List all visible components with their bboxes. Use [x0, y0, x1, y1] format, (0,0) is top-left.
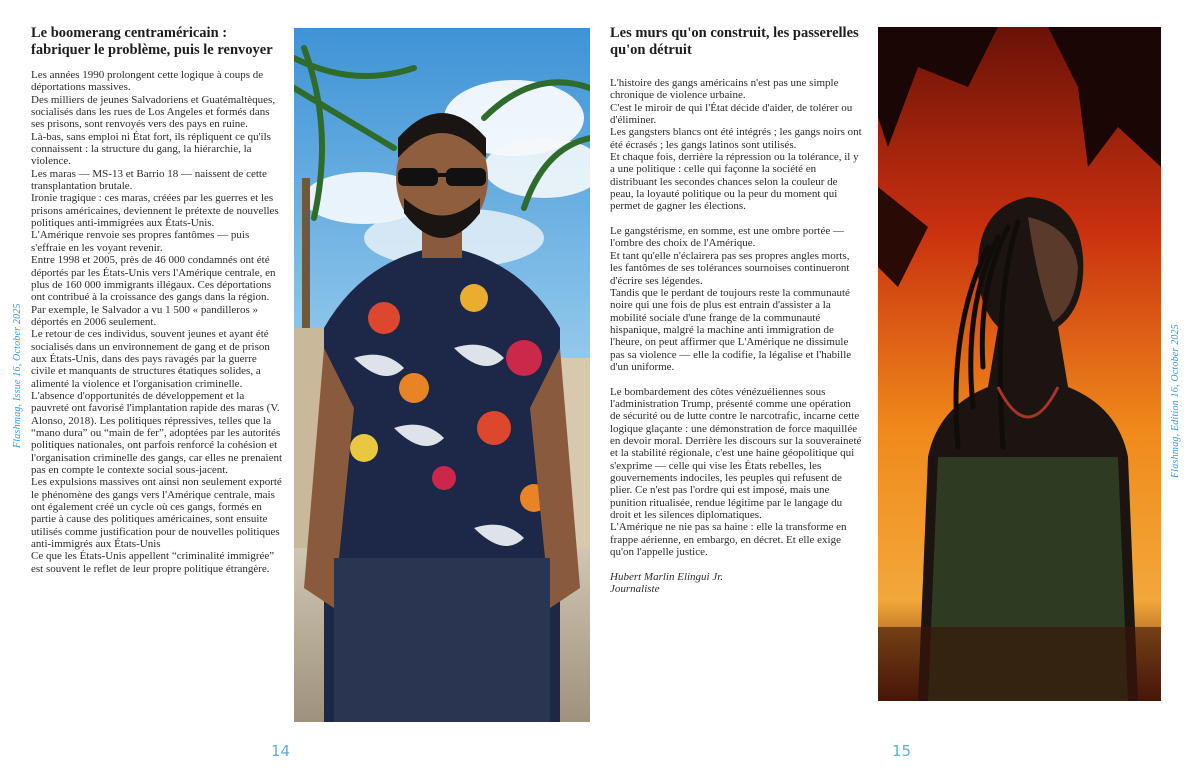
- paragraph: Ironie tragique : ces maras, créées par les guerres et les prisons américaines, deviennent le prétexte de nouvelles politiques anti-immigrées aux États-Unis.: [31, 192, 279, 230]
- paragraph: Le bombardement des côtes vénézuéliennes sous l'administration Trump, présenté comme une opération de sécurité ou de lutte contre le narcotrafic, incarne cette logique glaçante : une démonstration de force maquillée en devoir moral. Derrière les discours sur la souveraineté et la stabilité régionale, c'est une haine géopolitique qui s'exprime — celle qui vise les États rebelles, les gouvernements indociles, les peuples qui refusent de plier. Ce n'est pas l'ordre qui est imposé, mais une punition ritualisée, rendue légitime par le langage du droit et les silences diplomatiques.: [610, 385, 862, 522]
- paragraph: Les maras — MS-13 et Barrio 18 — naissent de cette transplantation brutale.: [31, 167, 267, 193]
- paragraph: Les années 1990 prolongent cette logique à coups de déportations massives.: [31, 69, 264, 94]
- paragraph: L'Amérique renvoie ses propres fantômes — puis s'effraie en les voyant revenir.: [31, 229, 250, 254]
- paragraph: Entre 1998 et 2005, près de 46 000 condamnés ont été déportés par les États-Unis vers l'Amérique centrale, en plus de 160 000 immigrants illégaux. Ces déportations ont contribué à la croissance des gangs dans la région. Par exemple, le Salvador a vu 1 500 « pandilleros » déportés en 2006 seulement.: [31, 254, 276, 328]
- left-article: [31, 25, 283, 575]
- left-article-body: [31, 69, 283, 575]
- right-article-body: [610, 77, 862, 595]
- signature-role: Journaliste: [610, 583, 660, 596]
- left-side-label: Flashmag, Issue 16, October 2025: [12, 303, 23, 448]
- paragraph: L'histoire des gangs américains n'est pas une simple chronique de violence urbaine.: [610, 77, 839, 102]
- paragraph: Et chaque fois, derrière la répression ou la tolérance, il y a une politique : celle qui façonne la société en distribuant les secondes chances selon la couleur de peau, la loyauté politique ou la peur du moment qui permet de gagner les élections.: [610, 151, 859, 213]
- paragraph: Là-bas, sans emploi ni État fort, ils répliquent ce qu'ils connaissent : la structure du gang, la hiérarchie, la violence.: [31, 130, 271, 168]
- paragraph: Les gangsters blancs ont été intégrés ; les gangs noirs ont été écrasés ; les gangs latinos sont utilisés.: [610, 126, 862, 151]
- paragraph: C'est le miroir de qui l'État décide d'aider, de tolérer ou d'éliminer.: [610, 101, 853, 127]
- paragraph: Et tant qu'elle n'éclairera pas ses propres angles morts, les fantômes de ses tolérances sournoises continueront d'écrire ses légendes.: [610, 249, 850, 287]
- right-side-label: Flashmag, Edition 16, October 2025: [1170, 323, 1181, 478]
- man-in-floral-shirt-photo: [294, 28, 590, 722]
- paragraph: Le retour de ces individus, souvent jeunes et ayant été socialisés dans un environnement de gang et de prison aux États-Unis, dans des pays ravagés par la guerre civile et manquants de structures étatiques solides, a alimenté la violence et l'organisation criminelle. L'absence d'opportunités de développement et la pauvreté ont favorisé l'implantation rapide des maras (V. Alonso, 2018). Les politiques répressives, telles que la “mano dura” ou “main de fer”, adoptées par les autorités politiques nationales, ont parfois renforcé la cohésion et l'organisation criminelle des gangs, car elles ne prenaient pas en compte le contexte social sous-jacent.: [31, 328, 283, 476]
- right-page: [600, 0, 1200, 776]
- page-number-left: 14: [271, 742, 291, 760]
- left-article-title: Le boomerang centraméricain : fabriquer le problème, puis le renvoyer: [31, 25, 273, 58]
- page-number-right: 15: [892, 742, 912, 760]
- paragraph: Le gangstérisme, en somme, est une ombre portée — l'ombre des choix de l'Amérique.: [610, 225, 844, 250]
- paragraph: Les expulsions massives ont ainsi non seulement exporté le phénomène des gangs vers l'Amérique centrale, mais ont également créé un cycle où ces gangs, formés en partie à cause des politiques américaines, sont ensuite utilisés comme justification pour de nouvelles politiques anti-immigrés aux États-Unis: [31, 476, 282, 551]
- right-article: [610, 25, 862, 595]
- paragraph: Tandis que le perdant de toujours reste la communauté noire qui une fois de plus est entrain d'assister a la mobilité sociale d'une frange de la communauté hispanique, malgré la machine anti immigration de l'heure, on peut affirmer que L'Amérique ne dissimule pas sa violence — elle la codifie, la légalise et l'habille d'un uniforme.: [610, 286, 852, 373]
- paragraph: Des milliers de jeunes Salvadoriens et Guatémaltèques, socialisés dans les rues de Los Angeles et formés dans ses prisons, sont renvoyés vers des pays en ruine.: [31, 93, 276, 131]
- paragraph: Ce que les États-Unis appellent “criminalité immigrée” est souvent le reflet de leur propre politique étrangère.: [31, 550, 275, 575]
- right-article-title: Les murs qu'on construit, les passerelles qu'on détruit: [610, 25, 859, 58]
- signature-name: Hubert Marlin Elingui Jr.: [610, 570, 724, 583]
- paragraph: L'Amérique ne nie pas sa haine : elle la transforme en frappe aérienne, en embargo, en décret. Et elle exige qu'on l'appelle justice.: [610, 521, 847, 559]
- woman-silhouette-illustration: [878, 27, 1161, 701]
